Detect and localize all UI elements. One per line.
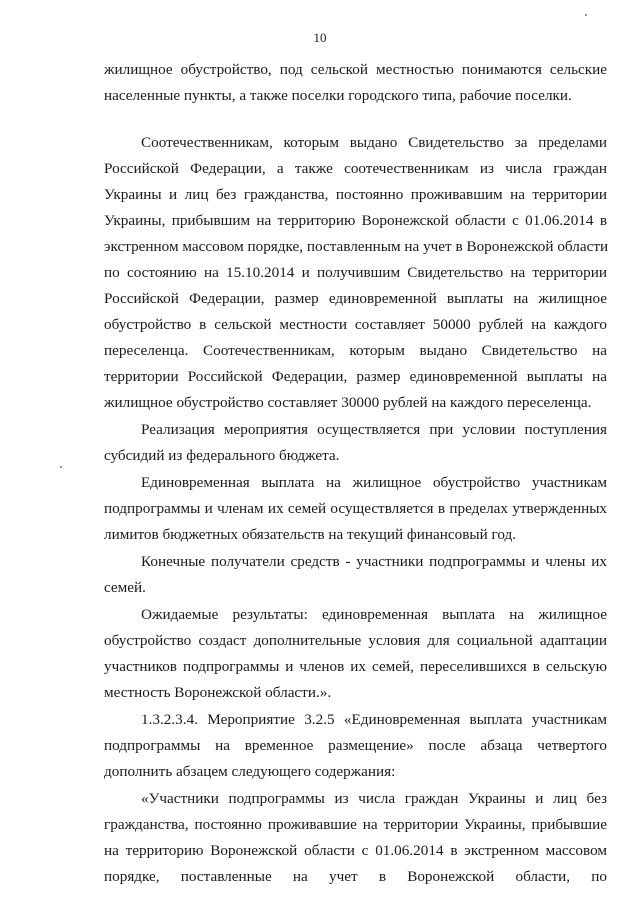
- text-line: переселенца. Соотечественникам, которым выдано Свидетельство на: [104, 342, 607, 359]
- text-line: Российской Федерации, а также соотечественникам из числа граждан: [104, 160, 607, 177]
- text-line: обустройство в сельской местности составляет 50000 рублей на каждого: [104, 316, 607, 333]
- text-line: подпрограммы на временное размещение» после абзаца четвертого: [104, 737, 607, 754]
- text-line: Ожидаемые результаты: единовременная выплата на жилищное: [141, 606, 607, 623]
- text-line: Единовременная выплата на жилищное обустройство участникам: [141, 474, 607, 491]
- text-line: территории Российской Федерации, размер единовременной выплаты на: [104, 368, 607, 385]
- text-line: населенные пункты, а также поселки городского типа, рабочие поселки.: [104, 87, 572, 104]
- text-line: порядке, поставленные на учет в Воронежской области, по: [104, 868, 607, 885]
- text-line: Реализация мероприятия осуществляется при условии поступления: [141, 421, 607, 438]
- text-line: дополнить абзацем следующего содержания:: [104, 763, 396, 780]
- text-line: экстренном массовом порядке, поставленным на учет в Воронежской области: [104, 238, 609, 255]
- text-line: местность Воронежской области.».: [104, 684, 332, 701]
- text-line: на территорию Воронежской области с 01.06.2014 в экстренном массовом: [104, 842, 607, 859]
- text-line: по состоянию на 15.10.2014 и получившим Свидетельство на территории: [104, 264, 607, 281]
- text-line: Украины, прибывшим на территорию Воронежской области с 01.06.2014 в: [104, 212, 607, 229]
- scan-speck: [60, 466, 62, 468]
- text-line: Российской Федерации, размер единовременной выплаты на жилищное: [104, 290, 607, 307]
- text-line: жилищное обустройство составляет 30000 рублей на каждого переселенца.: [104, 394, 592, 411]
- text-line: «Участники подпрограммы из числа граждан Украины и лиц без: [141, 790, 607, 807]
- text-line: обустройство создаст дополнительные условия для социальной адаптации: [104, 632, 607, 649]
- text-line: Соотечественникам, которым выдано Свидетельство за пределами: [141, 134, 607, 151]
- text-line: гражданства, постоянно проживавшие на территории Украины, прибывшие: [104, 816, 607, 833]
- text-line: семей.: [104, 579, 146, 596]
- text-line: подпрограммы и членам их семей осуществляется в пределах утвержденных: [104, 500, 607, 517]
- text-line: 1.3.2.3.4. Мероприятие 3.2.5 «Единовременная выплата участникам: [141, 711, 607, 728]
- text-line: Украины и лиц без гражданства, постоянно проживавшим на территории: [104, 186, 607, 203]
- text-line: жилищное обустройство, под сельской местностью понимаются сельские: [104, 61, 607, 78]
- text-line: участников подпрограммы и членов их семей, переселившихся в сельскую: [104, 658, 607, 675]
- text-line: Конечные получатели средств - участники подпрограммы и члены их: [141, 553, 607, 570]
- text-line: лимитов бюджетных обязательств на текущий финансовый год.: [104, 526, 517, 543]
- scan-speck: [585, 14, 587, 16]
- text-line: субсидий из федерального бюджета.: [104, 447, 340, 464]
- page-number: 10: [313, 30, 327, 45]
